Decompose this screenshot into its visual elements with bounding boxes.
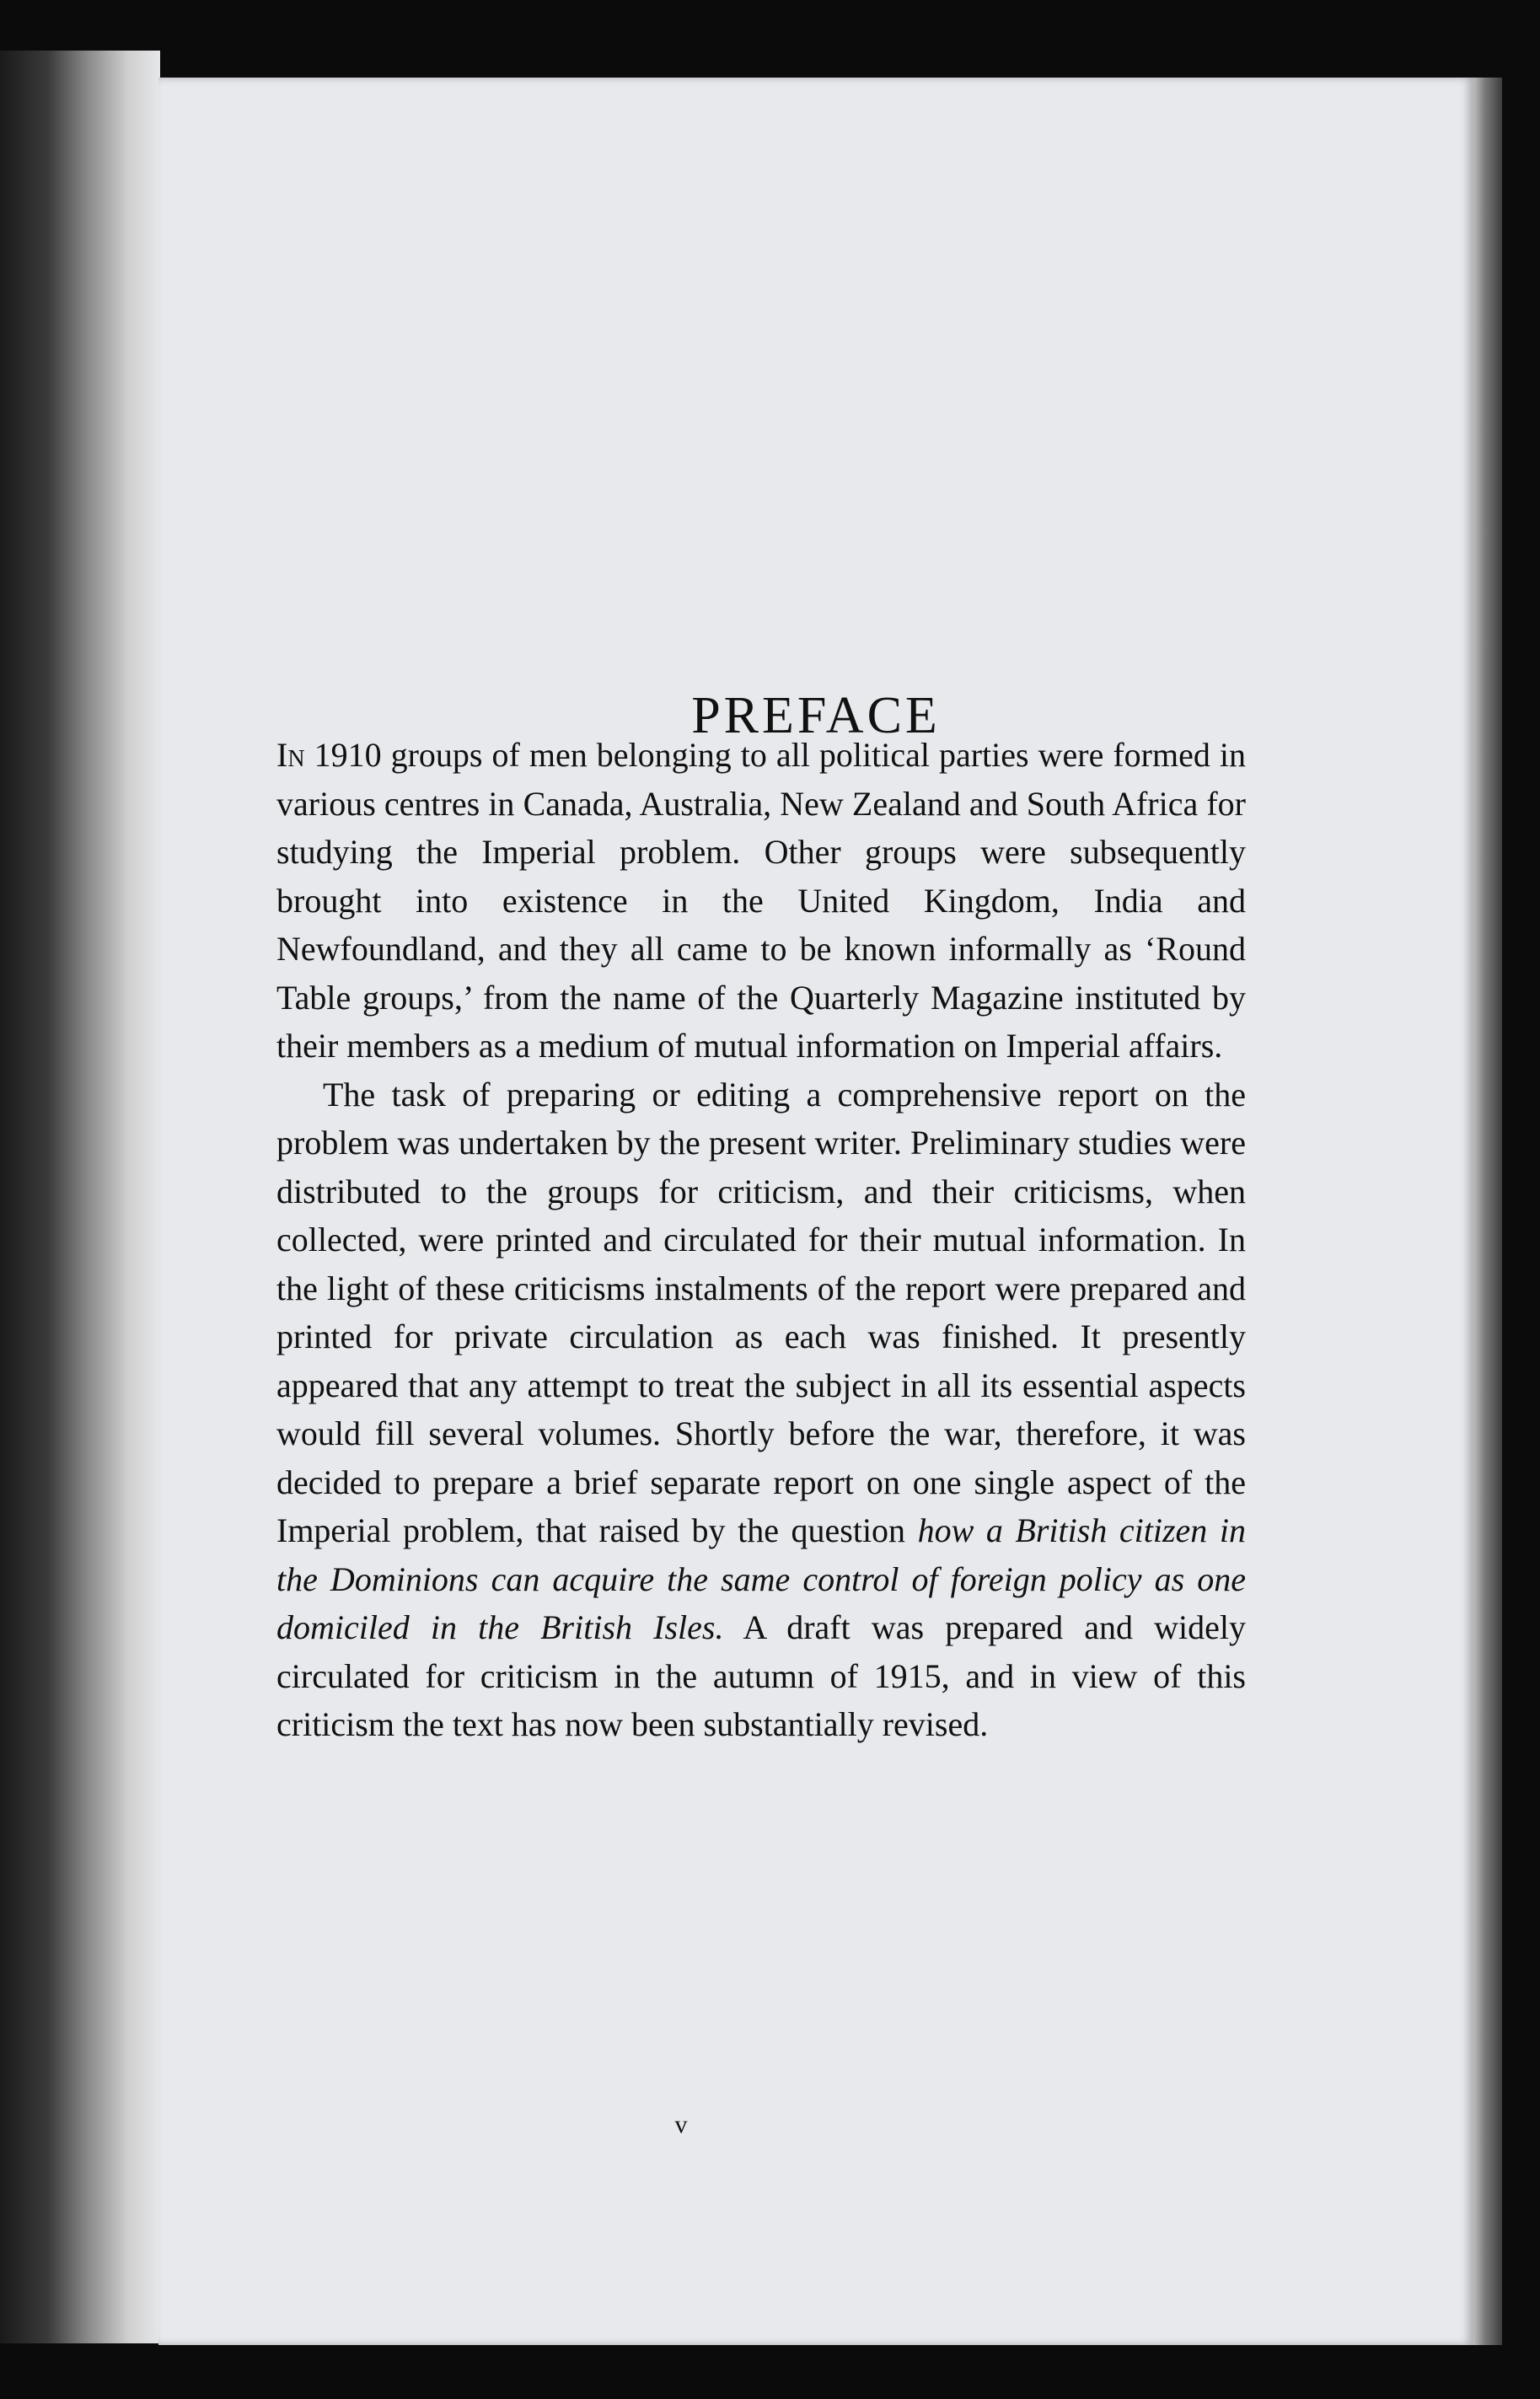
page-title: PREFACE	[691, 686, 941, 744]
paragraph-2-text-after: A draft was prepared and widely circulated for criticism in the autumn of 1915, and in view of this criticism the text has now been substantially revised.	[276, 1608, 1246, 1743]
book-page	[158, 78, 1473, 2345]
opening-word: In	[276, 736, 305, 774]
paragraph-2-text-before: The task of preparing or editing a comprehensive report on the problem was undertaken by the present writer. Preliminary studies were distributed to the groups for criticism, and their criticisms, when collected, were printed and circulated for their mutual information. In the light of these criticisms instalments of the report were prepared and printed for private circulation as each was finished. It presently appeared that any attempt to treat the subject in all its essential aspects would fill several volumes. Shortly before the war, therefore, it was decided to prepare a brief separate report on one single aspect of the Imperial problem, that raised by the question	[276, 1075, 1246, 1549]
preface-body	[276, 731, 1246, 1749]
paragraph-1	[276, 731, 1246, 1071]
binding-edge	[0, 51, 160, 2343]
page-edge	[1473, 78, 1502, 2345]
paragraph-2-italic-question: how a British citizen in the Dominions can acquire the same control of foreign policy as one domiciled in the British Isles.	[276, 1511, 1246, 1646]
paragraph-2	[276, 1071, 1246, 1749]
page-number: v	[674, 2111, 688, 2139]
paragraph-1-text: 1910 groups of men belonging to all political parties were formed in various centres in Canada, Australia, New Zealand and South Africa for studying the Imperial problem. Other groups were subsequently brought into existence in the United Kingdom, India and Newfoundland, and they all came to be known informally as ‘Round Table groups,’ from the name of the Quarterly Magazine instituted by their members as a medium of mutual information on Imperial affairs.	[276, 736, 1246, 1065]
